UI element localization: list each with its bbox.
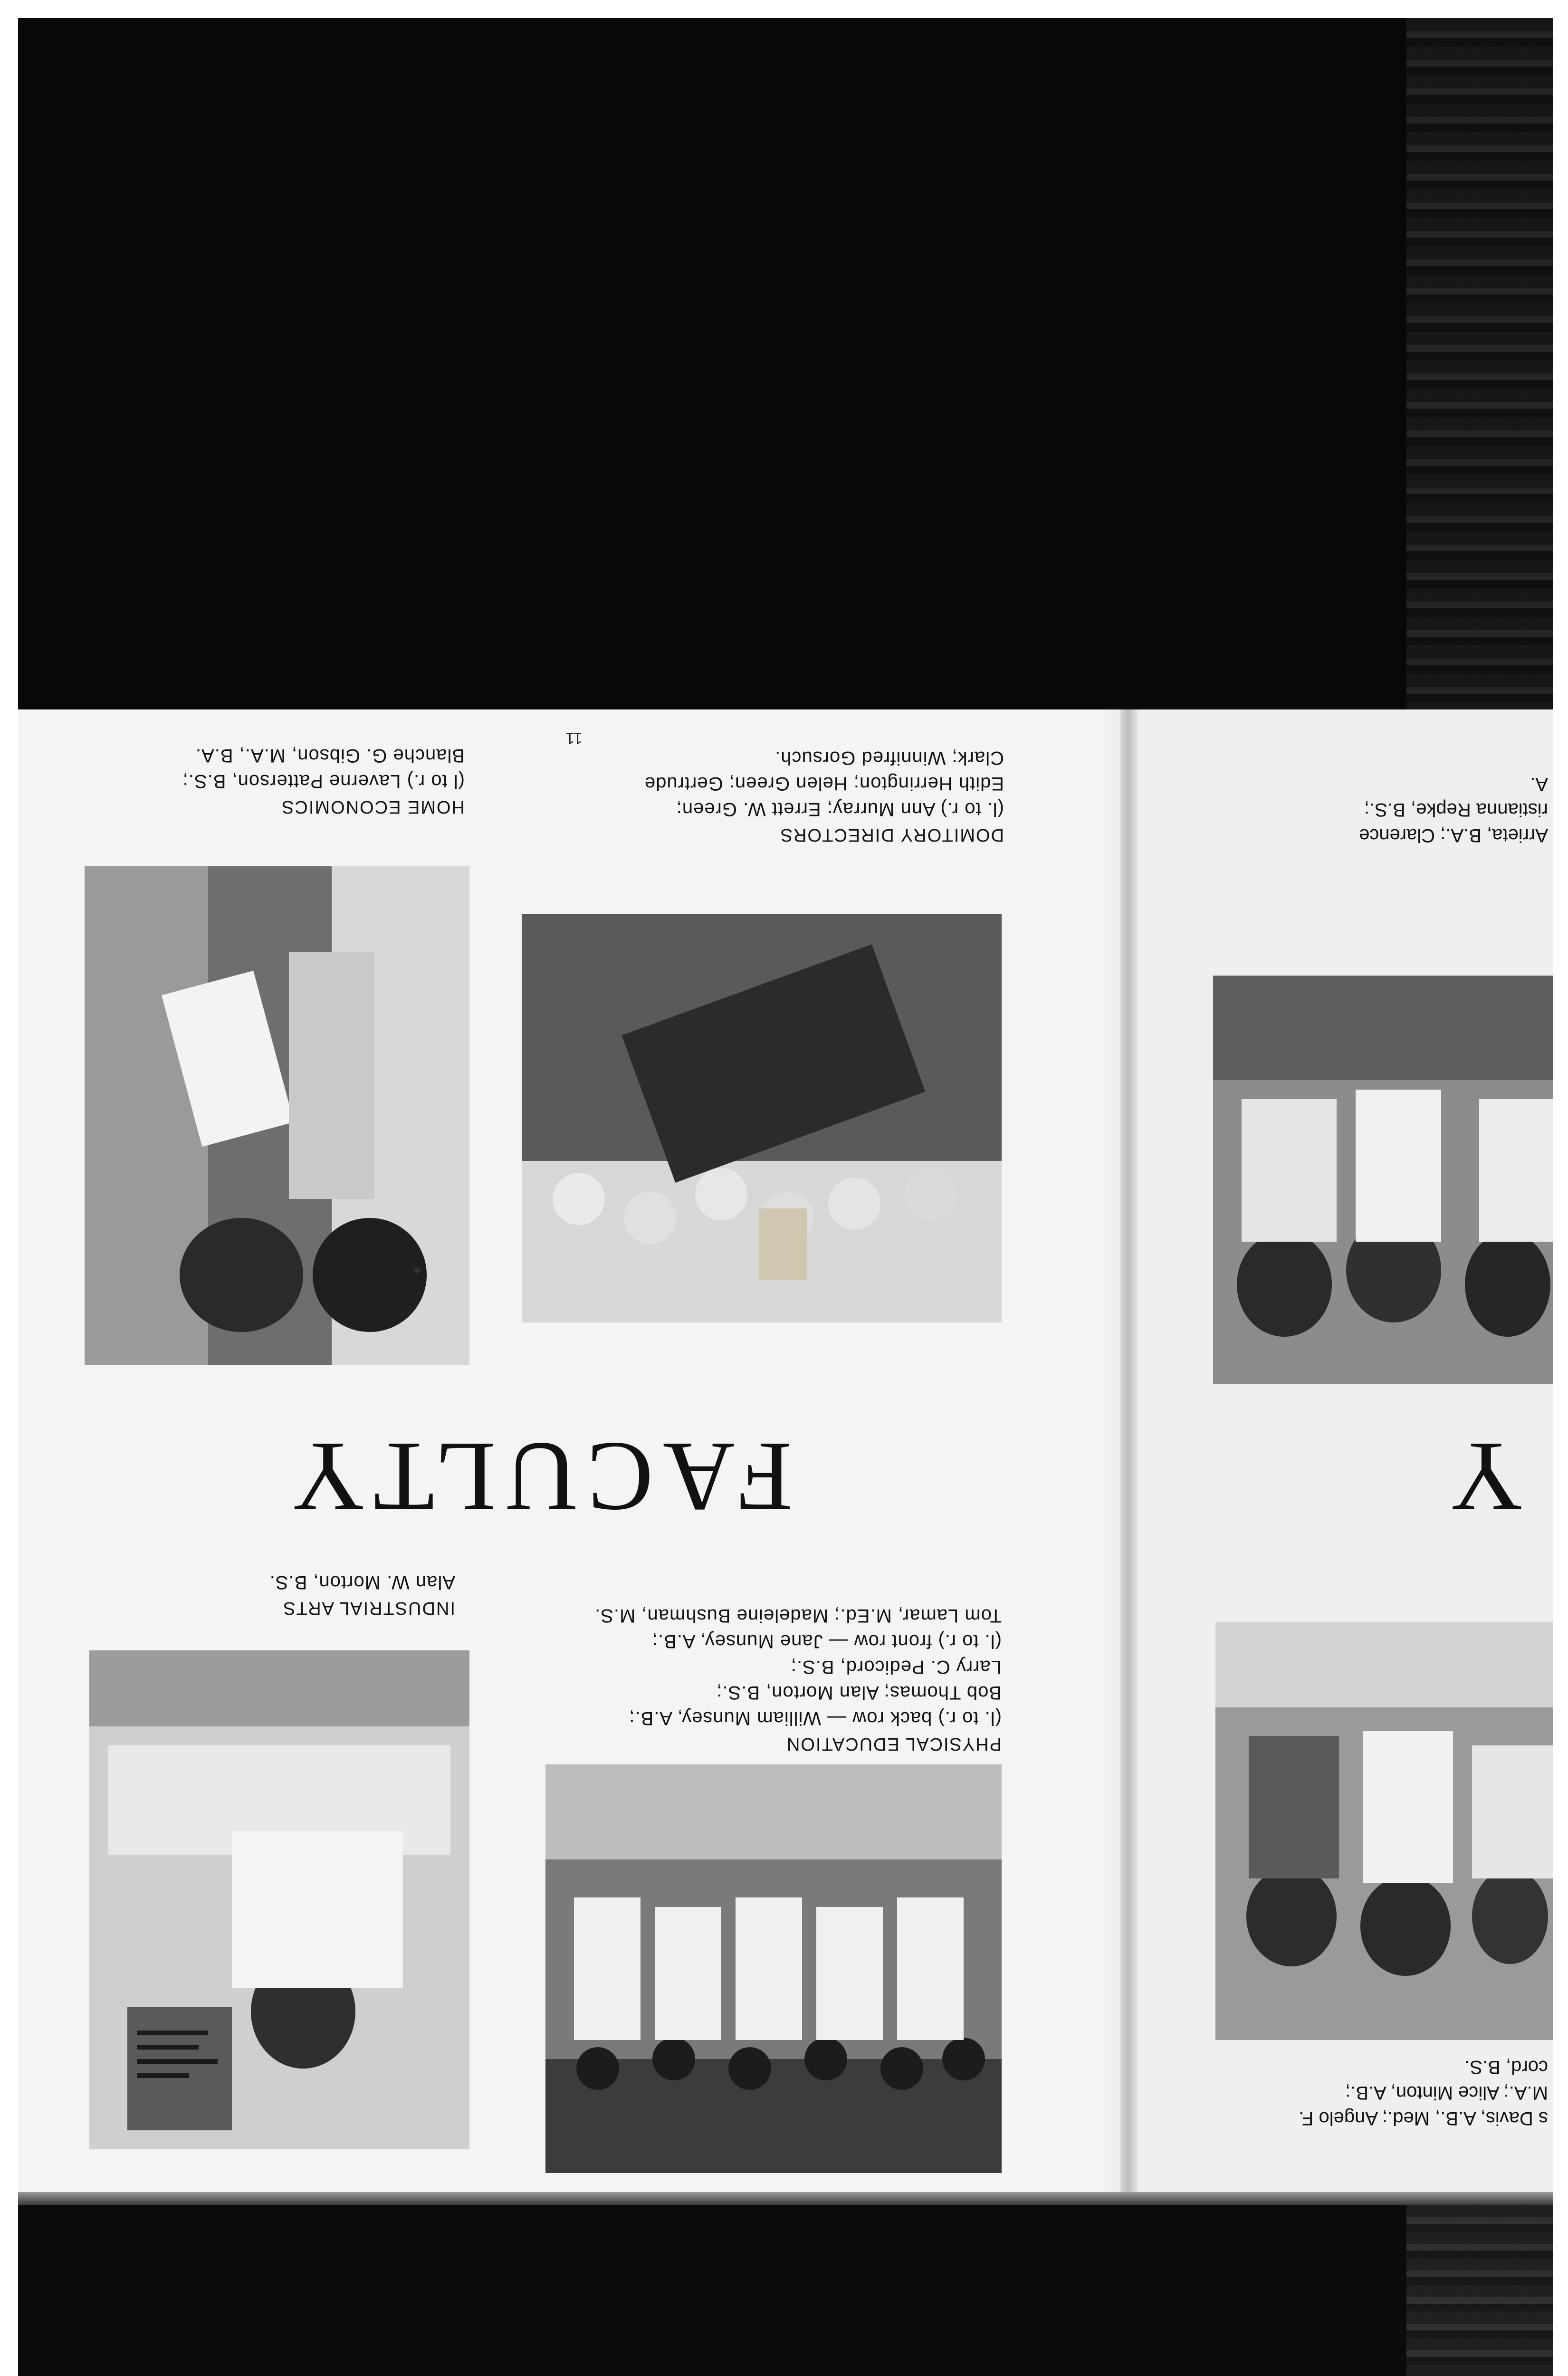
caption-line: Bob Thomas; Alan Morton, B.S.; bbox=[716, 1682, 1002, 1703]
caption-line: s Davis, A.B., Med.; Angelo F. bbox=[1299, 2108, 1548, 2129]
book-edge bbox=[18, 2192, 1553, 2205]
scanner-stripes-top bbox=[1406, 18, 1553, 709]
caption-line: Tom Lamar, M.Ed.; Madeleine Bushman, M.S. bbox=[594, 1605, 1002, 1626]
right-page-caption-top bbox=[1301, 771, 1548, 848]
caption-line: Clark; Winnifred Gorsuch. bbox=[774, 747, 1004, 768]
caption-line: Edith Herrington; Helen Green; Gertrude bbox=[644, 773, 1004, 794]
caption-line: cord, B.S. bbox=[1464, 2057, 1548, 2078]
caption-line: (l. to r.) front row — Jane Munsey, A.B.; bbox=[651, 1631, 1002, 1652]
right-page-title-fragment: Y bbox=[1450, 1422, 1522, 1532]
right-page-photo-bottom bbox=[1215, 1622, 1553, 2040]
caption-line: ristianna Repke, B.S.; bbox=[1364, 799, 1548, 820]
page-number: 11 bbox=[565, 729, 583, 747]
caption-line: (l. to r.) Ann Murray; Errett W. Green; bbox=[676, 799, 1004, 820]
home-economics-photo bbox=[85, 866, 469, 1365]
industrial-arts-photo bbox=[89, 1650, 469, 2149]
industrial-arts-caption bbox=[265, 1570, 455, 1621]
yearbook-spread bbox=[18, 709, 1553, 2205]
caption-line: (l to r.) Laverne Patterson, B.S.; bbox=[182, 771, 465, 792]
page-title: FACULTY bbox=[282, 1422, 793, 1532]
caption-line: Blanche G. Gibson, M.A., B.A. bbox=[195, 745, 465, 766]
right-page-photo-top bbox=[1213, 976, 1553, 1384]
scanner-black-area-bottom bbox=[18, 2205, 1553, 2376]
caption-line: Arrieta, B.A.; Clarence bbox=[1359, 825, 1548, 846]
home-economics-caption bbox=[180, 743, 465, 820]
caption-line: A. bbox=[1530, 774, 1548, 795]
right-page-caption-bottom bbox=[1299, 2054, 1548, 2131]
caption-heading: INDUSTRIAL ARTS bbox=[282, 1598, 455, 1618]
physical-education-photo bbox=[545, 1764, 1002, 2173]
caption-line: (l. to r.) back row — William Munsey, A.B.; bbox=[629, 1708, 1002, 1729]
dormitory-directors-photo bbox=[522, 914, 1002, 1322]
caption-line: M.A.; Alice Minton, A.B.; bbox=[1345, 2082, 1548, 2103]
caption-line: Larry C. Pedicord, B.S.; bbox=[790, 1657, 1002, 1677]
caption-line: Alan W. Morton, B.S. bbox=[269, 1572, 455, 1593]
dormitory-directors-caption bbox=[576, 745, 1004, 848]
scanner-black-area-top bbox=[18, 18, 1553, 709]
page-fold bbox=[1120, 709, 1138, 2205]
caption-heading: HOME ECONOMICS bbox=[281, 797, 465, 817]
scanner-stripes-bottom bbox=[1406, 2205, 1553, 2376]
caption-heading: PHYSICAL EDUCATION bbox=[785, 1734, 1002, 1754]
physical-education-caption bbox=[564, 1603, 1002, 1757]
caption-heading: DOMITORY DIRECTORS bbox=[779, 825, 1004, 845]
